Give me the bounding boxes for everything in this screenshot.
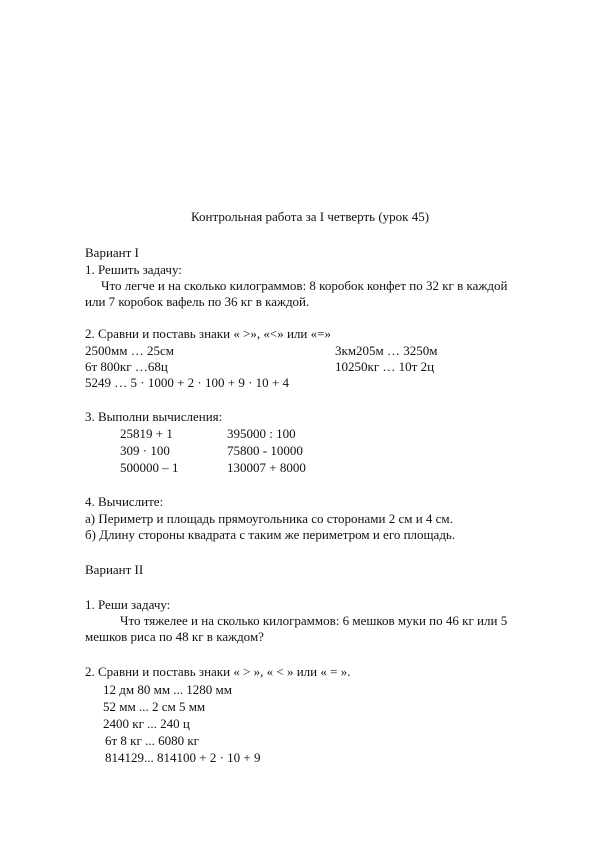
v1-task3-row1-right: 395000 : 100 bbox=[227, 426, 296, 441]
v2-task2-row: 814129... 814100 + 2 · 10 + 9 bbox=[105, 750, 261, 765]
v1-task4-item-a: а) Периметр и площадь прямоугольника со сторонами 2 см и 4 см. bbox=[85, 511, 453, 526]
v1-task2-row1-left: 2500мм … 25см bbox=[85, 343, 174, 358]
v2-task2-row: 6т 8 кг ... 6080 кг bbox=[105, 733, 199, 748]
v2-task1-text-line2: мешков риса по 48 кг в каждом? bbox=[85, 629, 264, 644]
v1-task2-row1-right: 3км205м … 3250м bbox=[335, 343, 438, 358]
v1-task2-title: 2. Сравни и поставь знаки « >», «<» или «=» bbox=[85, 326, 331, 341]
v2-task1-text-line1: Что тяжелее и на сколько килограммов: 6 мешков муки по 46 кг или 5 bbox=[120, 613, 508, 628]
v2-task2-row: 52 мм ... 2 см 5 мм bbox=[103, 699, 206, 714]
v2-task1-title: 1. Реши задачу: bbox=[85, 597, 171, 612]
v1-task3-row1-left: 25819 + 1 bbox=[120, 426, 173, 441]
v1-task4-item-b: б) Длину стороны квадрата с таким же периметром и его площадь. bbox=[85, 527, 456, 542]
v1-task4-title: 4. Вычислите: bbox=[85, 494, 164, 509]
v2-task2-row: 12 дм 80 мм ... 1280 мм bbox=[103, 682, 232, 697]
v1-task1-title: 1. Решить задачу: bbox=[85, 262, 182, 277]
v1-task2-row2-right: 10250кг … 10т 2ц bbox=[335, 359, 435, 374]
v1-task3-row2-right: 75800 - 10000 bbox=[227, 443, 303, 458]
v1-task3-row3-left: 500000 – 1 bbox=[120, 460, 179, 475]
v2-task2-row: 2400 кг ... 240 ц bbox=[103, 716, 190, 731]
variant-1-heading: Вариант I bbox=[85, 245, 139, 260]
v1-task2-row2-left: 6т 800кг …68ц bbox=[85, 359, 168, 374]
v1-task3-row2-left: 309 · 100 bbox=[120, 443, 170, 458]
v1-task3-row3-right: 130007 + 8000 bbox=[227, 460, 306, 475]
v1-task1-text-line2: или 7 коробок вафель по 36 кг в каждой. bbox=[85, 294, 310, 309]
v2-task2-title: 2. Сравни и поставь знаки « > », « < » или « = ». bbox=[85, 664, 351, 679]
v1-task3-title: 3. Выполни вычисления: bbox=[85, 409, 223, 424]
v1-task1-text-line1: Что легче и на сколько килограммов: 8 коробок конфет по 32 кг в каждой bbox=[101, 278, 508, 293]
document-title: Контрольная работа за I четверть (урок 45) bbox=[191, 209, 430, 224]
variant-2-heading: Вариант II bbox=[85, 562, 144, 577]
v1-task2-row3: 5249 … 5 · 1000 + 2 · 100 + 9 · 10 + 4 bbox=[85, 375, 289, 390]
